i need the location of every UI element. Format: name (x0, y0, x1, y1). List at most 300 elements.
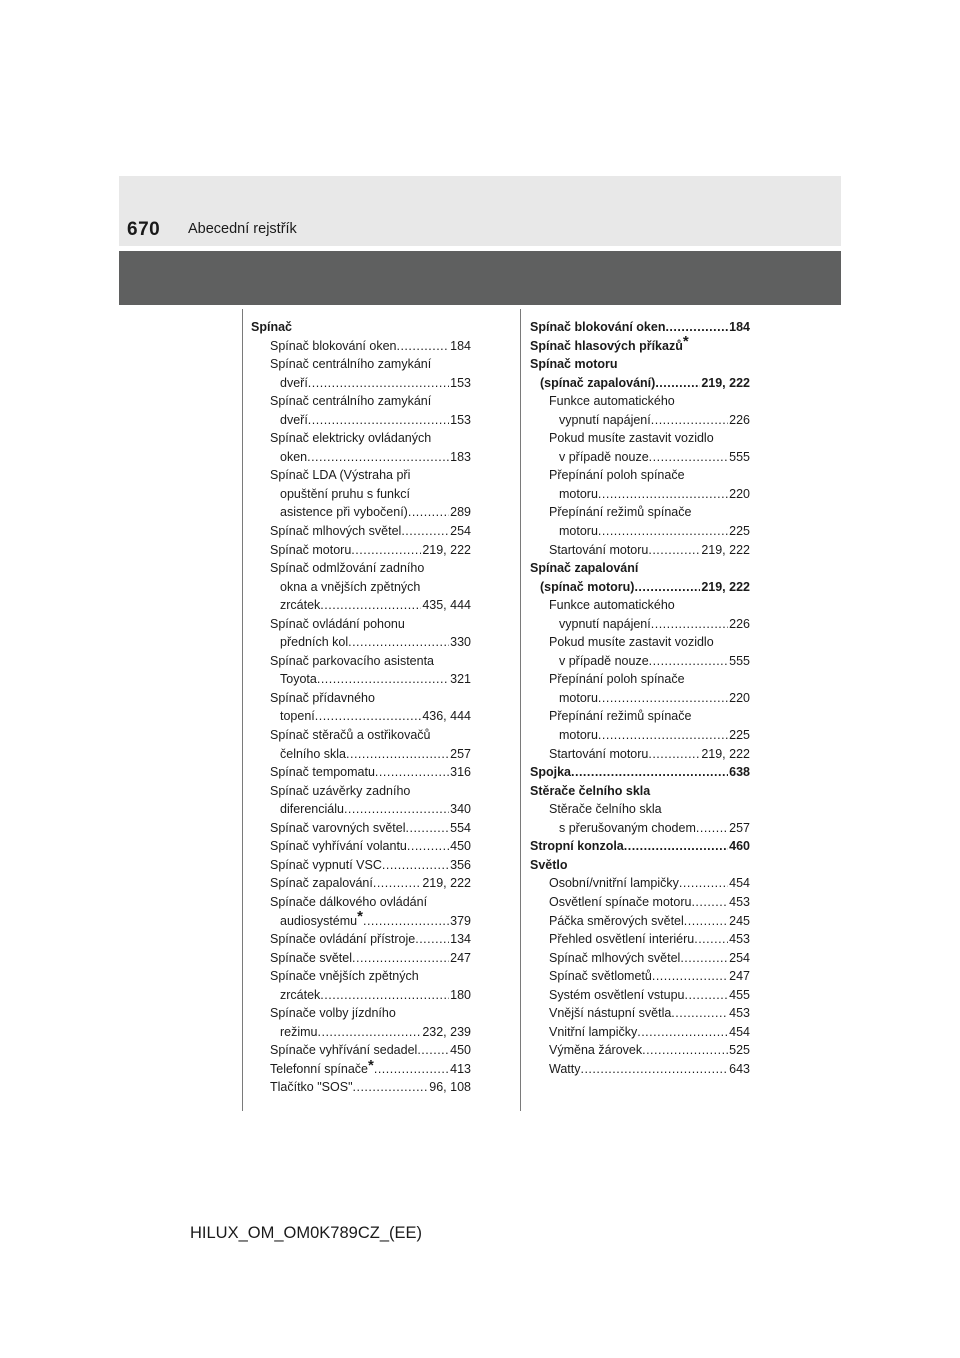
index-entry-text (549, 672, 685, 686)
dot-leader (318, 1023, 422, 1042)
index-entry-text (549, 1023, 637, 1042)
index-entry-text (549, 598, 675, 612)
page-reference: 435, 444 (422, 598, 471, 613)
dot-leader (680, 949, 728, 968)
index-entry (251, 986, 471, 1005)
index-entry-text (530, 763, 571, 782)
entry-label: Vnitřní lampičky (549, 1024, 638, 1039)
index-entry-text (559, 522, 598, 541)
entry-label: předních kol (280, 635, 349, 650)
entry-label: zrcátek (280, 987, 321, 1002)
entry-label: Startování motoru (549, 542, 649, 557)
entry-label: Spínač světlometů (549, 969, 652, 984)
dot-leader (417, 1041, 449, 1060)
index-entry (251, 466, 471, 485)
dot-leader (648, 745, 700, 764)
index-entry (251, 485, 471, 504)
index-entry (251, 707, 471, 726)
page-reference: 555 (729, 449, 750, 464)
index-entry (251, 782, 471, 801)
entry-label: vypnutí napájení (559, 412, 651, 427)
index-entry-text (270, 1041, 417, 1060)
page-reference: 219, 222 (701, 375, 750, 390)
index-entry-text (530, 318, 665, 337)
entry-label: Spínač LDA (Výstraha při (270, 468, 411, 483)
dot-leader (373, 874, 421, 893)
dot-leader (308, 374, 449, 393)
index-entry-text (280, 596, 320, 615)
index-entry-text (270, 837, 407, 856)
index-entry (251, 541, 471, 560)
index-entry (251, 800, 471, 819)
index-entry-text (270, 784, 410, 798)
page-reference: 257 (729, 820, 750, 835)
index-entry-text (549, 967, 652, 986)
entry-label: Watty (549, 1061, 581, 1076)
entry-label: audiosystému (280, 913, 358, 928)
dot-leader (408, 503, 449, 522)
index-entry-text (530, 837, 624, 856)
page-reference: 220 (729, 486, 750, 501)
index-entry (530, 874, 750, 893)
index-entry-text (549, 1004, 671, 1023)
index-entry (251, 930, 471, 949)
dot-leader (665, 318, 728, 337)
index-entry (251, 374, 471, 393)
page-reference: 96, 108 (429, 1080, 471, 1095)
entry-label: Pokud musíte zastavit vozidlo (549, 431, 714, 446)
entry-label: Spínače dálkového ovládání (270, 894, 428, 909)
page-reference: 316 (450, 765, 471, 780)
entry-label: Spínač odmlžování zadního (270, 561, 425, 576)
index-entry (251, 1023, 471, 1042)
index-entry (251, 1078, 471, 1097)
index-entry (530, 578, 750, 597)
entry-label: Stropní konzola (530, 839, 624, 854)
entry-label: Spínač blokování oken (530, 320, 666, 334)
entry-label: okna a vnějších zpětných (280, 579, 421, 594)
index-entry-text (270, 856, 382, 875)
dot-leader (637, 1023, 728, 1042)
index-entry-text (270, 969, 419, 983)
index-entry-text (549, 468, 685, 482)
index-entry (251, 967, 471, 986)
index-entry (251, 522, 471, 541)
index-entry (251, 1056, 471, 1079)
entry-label: Spínač (251, 320, 292, 334)
page-reference: 321 (450, 672, 471, 687)
index-entry-text (530, 357, 618, 371)
entry-label: Spínač hlasových příkazů (530, 338, 683, 353)
page-reference: 225 (729, 728, 750, 743)
page-reference: 450 (450, 839, 471, 854)
dot-leader (353, 1078, 429, 1097)
page-reference: 219, 222 (422, 876, 471, 891)
entry-label: Spínače ovládání přístroje (270, 932, 416, 947)
index-entry-text (549, 986, 684, 1005)
dot-leader (363, 912, 449, 931)
index-entry (530, 633, 750, 652)
index-entry (530, 745, 750, 764)
footnote-asterisk: * (682, 333, 689, 351)
dot-leader (382, 856, 449, 875)
index-entry-text (530, 333, 689, 353)
index-entry (530, 819, 750, 838)
index-entry-text (270, 874, 373, 893)
page-reference: 134 (450, 932, 471, 947)
index-entry-text (280, 448, 307, 467)
entry-label: topení (280, 709, 315, 724)
index-entry (530, 411, 750, 430)
entry-label: Stěrače čelního skla (549, 802, 662, 817)
index-entry (530, 652, 750, 671)
entry-label: Spínač parkovacího asistenta (270, 653, 434, 668)
index-entry-text (280, 986, 320, 1005)
index-entry-text (549, 912, 684, 931)
entry-label: režimu (280, 1024, 318, 1039)
dot-leader (694, 930, 728, 949)
entry-label: Spínače světel (270, 950, 352, 965)
index-entry-text (270, 1056, 374, 1079)
index-entry-text (270, 1078, 353, 1097)
entry-label: motoru (559, 690, 598, 705)
index-entry (251, 615, 471, 634)
page-reference: 254 (450, 524, 471, 539)
index-entry-text (270, 728, 431, 742)
dot-leader (307, 448, 449, 467)
page-reference: 220 (729, 690, 750, 705)
entry-label: Spínač přídavného (270, 690, 375, 705)
index-entry (251, 411, 471, 430)
entry-label: Spínač vypnutí VSC (270, 857, 382, 872)
index-entry-text (549, 745, 648, 764)
index-entry (530, 448, 750, 467)
page-reference: 289 (450, 505, 471, 520)
entry-label: motoru (559, 524, 598, 539)
entry-label: Spínač centrálního zamykání (270, 357, 432, 372)
index-entry (530, 800, 750, 819)
index-entry (530, 522, 750, 541)
dot-leader (649, 448, 728, 467)
index-entry-text (530, 784, 650, 798)
index-entry (251, 652, 471, 671)
page-reference: 219, 222 (422, 542, 471, 557)
index-entry (530, 1023, 750, 1042)
entry-label: asistence při vybočení) (280, 505, 408, 520)
page-reference: 257 (450, 746, 471, 761)
index-entry-text (549, 635, 714, 649)
index-entry-text (270, 561, 424, 575)
column-divider-middle (520, 309, 521, 1111)
index-entry (530, 930, 750, 949)
index-entry (530, 333, 750, 356)
page-reference: 226 (729, 412, 750, 427)
entry-label: Páčka směrových světel (549, 913, 684, 928)
entry-label: Spínač uzávěrky zadního (270, 783, 411, 798)
index-entry (530, 503, 750, 522)
dot-leader (652, 967, 728, 986)
entry-label: Osobní/vnitřní lampičky (549, 876, 679, 891)
dot-leader (406, 819, 450, 838)
page-reference: 245 (729, 913, 750, 928)
dot-leader (415, 930, 449, 949)
entry-label: Osvětlení spínače motoru (549, 894, 692, 909)
page-reference: 455 (729, 987, 750, 1002)
index-entry-text (270, 522, 401, 541)
index-entry (530, 318, 750, 337)
index-entry (530, 707, 750, 726)
index-entry-text (280, 800, 344, 819)
dot-leader (320, 986, 449, 1005)
dot-leader (648, 541, 700, 560)
entry-label: Funkce automatického (549, 598, 675, 613)
entry-label: Toyota (280, 672, 317, 687)
index-entry-text (549, 1060, 580, 1079)
page-reference: 219, 222 (701, 746, 750, 761)
index-entry-text (559, 448, 649, 467)
entry-label: Stěrače čelního skla (530, 783, 651, 798)
index-entry (251, 1041, 471, 1060)
index-entry-text (280, 374, 308, 393)
page-reference: 554 (450, 820, 471, 835)
index-entry (251, 355, 471, 374)
index-entry-text (280, 745, 346, 764)
entry-label: zrcátek (280, 598, 321, 613)
dot-leader (598, 522, 728, 541)
page-reference: 219, 222 (701, 542, 750, 557)
index-entry-text (280, 487, 410, 501)
entry-label: oken (280, 449, 308, 464)
entry-label: Spínač mlhových světel (549, 950, 681, 965)
index-entry (251, 856, 471, 875)
page-reference: 226 (729, 616, 750, 631)
dot-leader (396, 337, 449, 356)
footnote-asterisk: * (368, 1056, 374, 1074)
index-entry (530, 429, 750, 448)
page-reference: 247 (729, 969, 750, 984)
entry-label: Funkce automatického (549, 394, 675, 409)
index-entry-text (280, 411, 308, 430)
dot-leader (655, 374, 700, 393)
index-entry-text (530, 561, 638, 575)
index-entry (530, 893, 750, 912)
index-entry (530, 949, 750, 968)
index-entry-text (549, 1041, 642, 1060)
section-band (119, 251, 841, 305)
entry-label: Spínač ovládání pohonu (270, 616, 405, 631)
index-entry-text (540, 578, 634, 597)
index-entry (251, 949, 471, 968)
index-entry-text (549, 505, 691, 519)
index-entry-text (549, 874, 679, 893)
index-entry (251, 745, 471, 764)
index-entry (251, 763, 471, 782)
entry-label: Spínač stěračů a ostřikovačů (270, 728, 431, 743)
entry-label: Spínač vyhřívání volantu (270, 839, 407, 854)
page-reference: 379 (450, 913, 471, 928)
index-entry-text (270, 357, 431, 371)
index-entry (530, 689, 750, 708)
entry-label: Spínač elektricky ovládaných (270, 431, 432, 446)
index-entry (530, 1041, 750, 1060)
index-entry-text (549, 949, 680, 968)
entry-label: Spínače vnějších zpětných (270, 969, 419, 984)
index-column-left (251, 318, 471, 1097)
index-entry (251, 1004, 471, 1023)
entry-label: Přepínání poloh spínače (549, 468, 685, 483)
entry-label: s přerušovaným chodem (559, 820, 696, 835)
dot-leader (580, 1060, 728, 1079)
page-reference: 153 (450, 412, 471, 427)
index-entry-text (549, 709, 691, 723)
index-entry (530, 485, 750, 504)
page-reference: 340 (450, 802, 471, 817)
index-entry (251, 819, 471, 838)
entry-label: Spínač centrálního zamykání (270, 394, 432, 409)
index-entry-text (549, 802, 662, 816)
index-entry-text (559, 485, 598, 504)
page-reference: 555 (729, 653, 750, 668)
dot-leader (348, 633, 449, 652)
index-entry (251, 337, 471, 356)
index-entry-text (559, 615, 651, 634)
index-entry (251, 837, 471, 856)
dot-leader (651, 411, 728, 430)
entry-label: Pokud musíte zastavit vozidlo (549, 635, 714, 650)
entry-label: v případě nouze (559, 653, 649, 668)
index-entry (251, 318, 471, 337)
page-reference: 454 (729, 1024, 750, 1039)
entry-label: Spínač zapalování (530, 561, 639, 576)
index-entry-text (559, 689, 598, 708)
dot-leader (679, 874, 728, 893)
dot-leader (407, 837, 449, 856)
dot-leader (598, 689, 728, 708)
entry-label: Systém osvětlení vstupu (549, 987, 685, 1002)
page-reference: 453 (729, 1006, 750, 1021)
index-entry (251, 726, 471, 745)
page-reference: 638 (729, 765, 750, 780)
index-entry (251, 874, 471, 893)
index-entry-text (549, 930, 694, 949)
page-reference: 436, 444 (422, 709, 471, 724)
index-entry (530, 596, 750, 615)
index-entry-text (270, 949, 352, 968)
entry-label: Spínač blokování oken (270, 338, 397, 353)
entry-label: Přepínání režimů spínače (549, 709, 692, 724)
dot-leader (649, 652, 728, 671)
entry-label: (spínač zapalování) (540, 375, 656, 390)
index-entry-text (280, 503, 408, 522)
dot-leader (375, 763, 449, 782)
dot-leader (401, 522, 449, 541)
index-entry (530, 763, 750, 782)
index-entry-text (270, 1006, 396, 1020)
entry-label: Výměna žárovek (549, 1043, 643, 1058)
entry-label: v případě nouze (559, 449, 649, 464)
entry-label: čelního skla (280, 746, 347, 761)
index-entry (530, 541, 750, 560)
index-entry (530, 912, 750, 931)
page-reference: 453 (729, 894, 750, 909)
index-entry (251, 908, 471, 931)
index-entry-text (559, 726, 598, 745)
entry-label: Přepínání poloh spínače (549, 672, 685, 687)
index-entry (251, 596, 471, 615)
index-entry-text (280, 580, 420, 594)
entry-label: Spínač motoru (270, 542, 352, 557)
page-reference: 460 (729, 839, 750, 854)
column-divider-left (242, 309, 243, 1111)
page-reference: 183 (450, 449, 471, 464)
entry-label: Spojka (530, 765, 571, 780)
dot-leader (352, 949, 449, 968)
entry-label: Přepínání režimů spínače (549, 505, 692, 520)
page-reference: 247 (450, 950, 471, 965)
index-entry-text (270, 895, 427, 909)
index-entry (530, 466, 750, 485)
index-entry (251, 670, 471, 689)
entry-label: Startování motoru (549, 746, 649, 761)
dot-leader (374, 1060, 449, 1079)
dot-leader (571, 763, 728, 782)
entry-label: dveří (280, 375, 308, 390)
dot-leader (308, 411, 449, 430)
page-number: 670 (127, 219, 161, 240)
index-entry-text (559, 819, 696, 838)
index-entry-text (549, 394, 675, 408)
index-entry-text (530, 858, 568, 872)
entry-label: vypnutí napájení (559, 616, 651, 631)
index-entry (530, 837, 750, 856)
dot-leader (344, 800, 449, 819)
index-entry (251, 392, 471, 411)
dot-leader (651, 615, 728, 634)
page-reference: 525 (729, 1043, 750, 1058)
index-entry (530, 670, 750, 689)
page-reference: 180 (450, 987, 471, 1002)
footnote-asterisk: * (357, 908, 363, 926)
dot-leader (346, 745, 449, 764)
index-entry (251, 448, 471, 467)
index-entry (251, 633, 471, 652)
page-reference: 225 (729, 524, 750, 539)
index-entry-text (270, 541, 351, 560)
dot-leader (696, 819, 728, 838)
entry-label: Spínače volby jízdního (270, 1006, 396, 1021)
dot-leader (624, 837, 728, 856)
index-entry (251, 689, 471, 708)
entry-label: motoru (559, 728, 598, 743)
dot-leader (315, 707, 422, 726)
page-reference: 232, 239 (422, 1024, 471, 1039)
page-reference: 643 (729, 1061, 750, 1076)
dot-leader (317, 670, 449, 689)
entry-label: dveří (280, 412, 308, 427)
entry-label: Tlačítko "SOS" (270, 1080, 353, 1095)
index-entry-text (270, 763, 375, 782)
page-reference: 356 (450, 857, 471, 872)
dot-leader (320, 596, 421, 615)
entry-label: opuštění pruhu s funkcí (280, 486, 410, 501)
index-entry-text (270, 468, 410, 482)
index-entry-text (549, 431, 714, 445)
dot-leader (671, 1004, 728, 1023)
index-entry-text (559, 411, 651, 430)
index-entry (530, 392, 750, 411)
page-reference: 454 (729, 876, 750, 891)
index-entry-text (280, 707, 315, 726)
